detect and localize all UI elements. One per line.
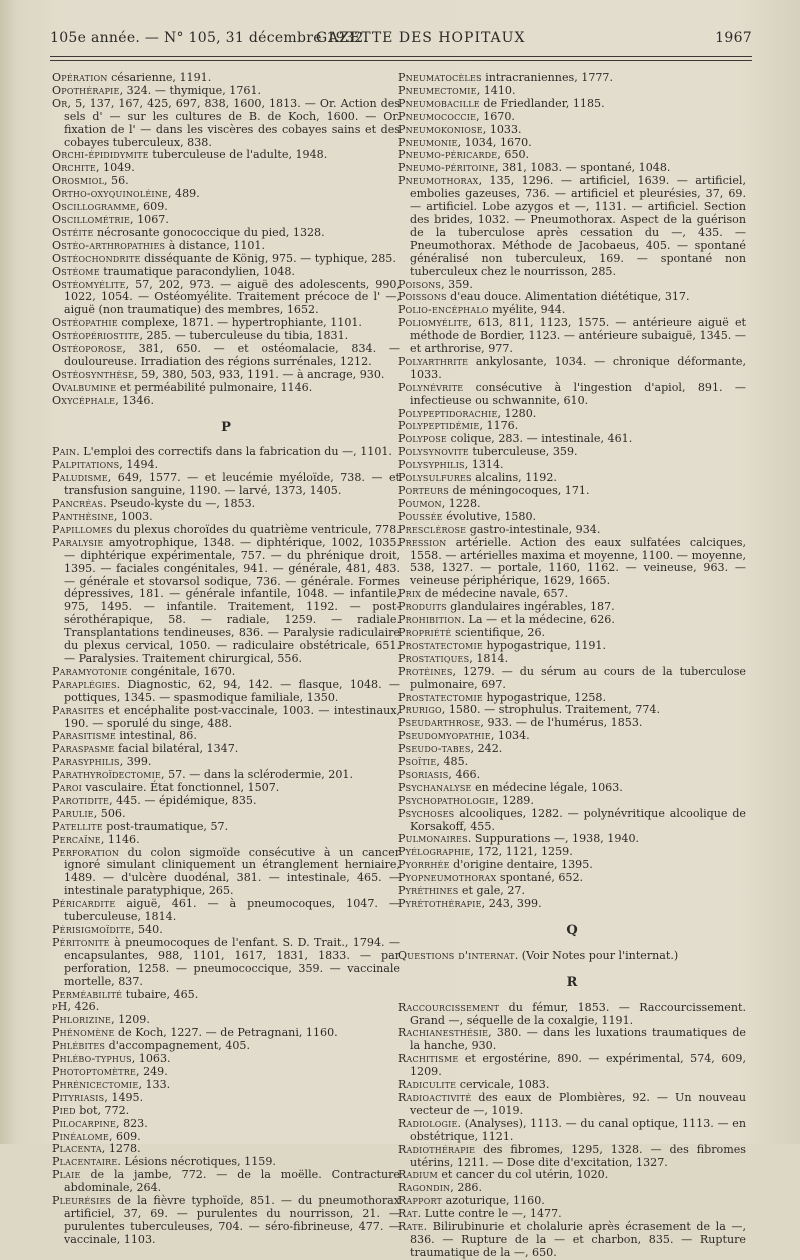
index-term: Phlébites bbox=[52, 1039, 106, 1053]
index-term: Opération bbox=[52, 71, 108, 84]
index-references: , 540. bbox=[130, 923, 163, 936]
index-term: Pityriasis bbox=[52, 1090, 105, 1104]
index-references: intestinal, 86. bbox=[115, 729, 197, 743]
index-term: Paraspasme bbox=[52, 742, 115, 756]
index-references: , 823. bbox=[116, 1116, 148, 1130]
index-references: post-traumatique, 57. bbox=[102, 819, 229, 833]
index-references: vasculaire. État fonctionnel, 1507. bbox=[81, 781, 280, 795]
index-references: bot, 772. bbox=[75, 1103, 130, 1117]
index-term: Oscillométrie bbox=[52, 212, 131, 226]
index-term: Poisons bbox=[398, 277, 442, 291]
index-term: Prix bbox=[398, 587, 422, 601]
index-references: ankylosante, 1034. — chronique déformante, 1033. bbox=[410, 354, 746, 381]
index-term: Parathyroïdectomie bbox=[52, 768, 162, 782]
index-references: , 1278. bbox=[101, 1142, 141, 1156]
index-term: Polypose bbox=[398, 432, 447, 446]
index-entry bbox=[52, 847, 400, 899]
index-term: Papillomes bbox=[52, 522, 113, 536]
index-references: tuberculeuse, 359. bbox=[468, 445, 578, 459]
index-references: , 1580. — strophulus. Traitement, 774. bbox=[441, 703, 661, 717]
index-references: , 57, 202, 973. — aiguë des adolescents, 990, 1022, 1054. — Ostéomyélite. Traitement précoce de l' —, aiguë (non traumatique) des membres, 1652. bbox=[64, 277, 400, 317]
index-references: , 1280. bbox=[497, 406, 537, 420]
index-term: Polyarthrite bbox=[398, 354, 469, 368]
index-references: , 609. bbox=[136, 200, 168, 214]
index-term: Pilocarpine bbox=[52, 1116, 117, 1130]
index-term: Paramyotonie bbox=[52, 664, 128, 678]
index-references: , 426. bbox=[67, 1000, 100, 1014]
index-term: Psychoses bbox=[398, 806, 455, 820]
index-entry bbox=[398, 1053, 746, 1079]
index-entry bbox=[52, 395, 400, 408]
index-term: Porteurs bbox=[398, 484, 449, 497]
index-term: Poussée bbox=[398, 509, 443, 523]
index-references: . Lésions nécrotiques, 1159. bbox=[117, 1155, 276, 1169]
index-term: Placenta bbox=[52, 1142, 102, 1156]
index-term: Pain bbox=[52, 445, 77, 459]
index-term: Patellite bbox=[52, 819, 103, 833]
index-references: tubaire, 465. bbox=[122, 987, 199, 1001]
index-term: Poissons bbox=[398, 290, 447, 304]
index-references: consécutive à l'ingestion d'apiol, 891. — infectieuse ou schwannite, 610. bbox=[410, 380, 746, 407]
index-term: Parotidite bbox=[52, 793, 110, 807]
index-references: . Suppurations —, 1938, 1940. bbox=[467, 832, 640, 846]
index-references: de la jambe, 772. — de la moëlle. Contracture abdominale, 264. bbox=[64, 1168, 400, 1195]
index-references: traumatique paracondylien, 1048. bbox=[99, 264, 295, 278]
index-term: Phlorizine bbox=[52, 1013, 112, 1027]
index-references: colique, 283. — intestinale, 461. bbox=[446, 432, 633, 446]
index-references: , 1670. bbox=[476, 109, 515, 123]
index-references: , 56. bbox=[103, 174, 129, 188]
index-references: , 1146. bbox=[100, 832, 140, 846]
index-term: Pseudarthrose bbox=[398, 716, 481, 730]
index-references: cervicale, 1083. bbox=[456, 1078, 550, 1092]
index-term: Pneumectomie bbox=[398, 83, 477, 97]
index-references: , 59, 380, 503, 933, 1191. — à ancrage, 930. bbox=[134, 367, 385, 381]
index-references: , 1410. bbox=[476, 83, 516, 97]
index-references: . L'emploi des correctifs dans la fabrication du —, 1101. bbox=[76, 445, 392, 459]
index-term: Pneumothorax bbox=[398, 174, 479, 188]
index-references: . Pseudo-kyste du —, 1853. bbox=[103, 497, 256, 511]
index-entry bbox=[52, 898, 400, 924]
index-term: Paraplégies bbox=[52, 677, 117, 691]
section-letter: Q bbox=[566, 922, 578, 938]
index-term: Polypeptidorachie bbox=[398, 406, 498, 420]
index-term: Rat bbox=[398, 1207, 418, 1221]
index-references: du colon sigmoïde consécutive à un cancer ignoré simulant cliniquement un étranglement herniaire, 1489. — d'ulcère duodénal, 381. — intestinale, 465. — intestinale paratyphique, 265. bbox=[64, 845, 400, 898]
index-term: Pancréas bbox=[52, 497, 104, 511]
index-references: alcooliques, 1282. — polynévritique alcoolique de Korsakoff, 455. bbox=[410, 806, 746, 833]
index-term: Psychopathologie bbox=[398, 793, 496, 807]
index-references: , 609. bbox=[108, 1129, 141, 1143]
index-term: Oscillogramme bbox=[52, 200, 137, 214]
index-entry bbox=[52, 343, 400, 369]
index-entry bbox=[398, 537, 746, 589]
index-term: Rate bbox=[398, 1220, 424, 1234]
index-entry bbox=[398, 175, 746, 278]
index-references: de Friedlander, 1185. bbox=[479, 96, 605, 110]
index-entry bbox=[398, 666, 746, 692]
index-entry bbox=[52, 279, 400, 318]
index-references: de la fièvre typhoïde, 851. — du pneumothorax artificiel, 37, 69. — purulentes du nourrisson, 21. — purulentes tuberculeuses, 704. — séro-fibrineuse, 477. — vaccinale, 1103. bbox=[64, 1194, 400, 1246]
index-references: , 649, 1577. — et leucémie myéloïde, 738. — et transfusion sanguine, 1190. — larvé, 1373, 1405. bbox=[64, 471, 400, 498]
index-term: Prostatectomie bbox=[398, 690, 483, 704]
index-references: , 1034, 1670. bbox=[457, 135, 532, 149]
index-term: Placentaire bbox=[52, 1155, 118, 1169]
section-letter: R bbox=[566, 974, 578, 990]
index-term: Ostéopériostite bbox=[52, 329, 140, 343]
index-term: Pseudo-tabes bbox=[398, 742, 471, 756]
index-term: Parasites bbox=[52, 703, 105, 717]
index-references: , 1228. bbox=[441, 496, 481, 510]
index-references: d'accompagnement, 405. bbox=[105, 1039, 250, 1053]
index-references: , 57. — dans la sclérodermie, 201. bbox=[161, 768, 353, 782]
index-term: Ostéosynthèse bbox=[52, 367, 135, 381]
index-references: des eaux de Plombières, 92. — Un nouveau vecteur de —, 1019. bbox=[410, 1090, 746, 1117]
index-term: Pneumo-péricarde bbox=[398, 148, 498, 162]
index-term: Ostéome bbox=[52, 264, 100, 278]
index-term: Photoptomètre bbox=[52, 1064, 137, 1078]
index-references: , 613, 811, 1123, 1575. — antérieure aiguë et méthode de Bordier, 1123. — antérieure subaiguë, 1345. — et arthrorise, 977. bbox=[410, 316, 746, 356]
index-references: azoturique, 1160. bbox=[442, 1194, 545, 1208]
index-term: Ortho-oxyquinoléine bbox=[52, 187, 168, 201]
index-term: Rachitisme bbox=[398, 1052, 459, 1066]
index-references: et cancer du col utérin, 1020. bbox=[437, 1168, 609, 1182]
index-references: , 489. bbox=[167, 187, 200, 201]
index-references: intracraniennes, 1777. bbox=[481, 71, 614, 84]
index-term: Pulmonaires bbox=[398, 832, 468, 846]
index-term: Radiothérapie bbox=[398, 1142, 476, 1156]
index-references: de Koch, 1227. — de Petragnani, 1160. bbox=[114, 1026, 338, 1040]
index-term: Phénomène bbox=[52, 1026, 115, 1040]
index-entry bbox=[398, 1092, 746, 1118]
index-entry bbox=[398, 356, 746, 382]
index-term: Pyorrhée bbox=[398, 858, 450, 872]
index-references: du plexus choroïdes du quatrième ventricule, 778. bbox=[112, 522, 400, 536]
index-term: Radiculite bbox=[398, 1078, 457, 1092]
index-references: , 243, 399. bbox=[481, 897, 542, 910]
index-term: Péricardite bbox=[52, 897, 116, 911]
index-entry bbox=[52, 705, 400, 731]
index-term: Poliomyélite bbox=[398, 316, 469, 330]
index-column-right bbox=[398, 72, 746, 1260]
index-term: Pneumococcie bbox=[398, 109, 477, 123]
index-term: Paroi bbox=[52, 781, 82, 795]
index-term: Ostéochondrite bbox=[52, 251, 141, 265]
index-term: Opothérapie bbox=[52, 83, 120, 97]
index-references: , 1003. bbox=[113, 510, 153, 523]
index-references: spontané, 652. bbox=[496, 871, 584, 885]
index-references: . (Voir Notes pour l'internat.) bbox=[514, 948, 679, 962]
index-references: , 445. — épidémique, 835. bbox=[109, 793, 257, 807]
index-entry bbox=[52, 1195, 400, 1247]
index-references: . Lutte contre le —, 1477. bbox=[417, 1207, 562, 1221]
index-references: à pneumocoques de l'enfant. S. D. Trait., 1794. — encapsulantes, 988, 1101, 1617, 1831, 1833. — par perforation, 1258. — pneumococcique, 359. — vaccinale mortelle, 837. bbox=[64, 935, 400, 988]
index-term: Palpitations bbox=[52, 458, 120, 472]
index-references: , 1495. bbox=[104, 1090, 144, 1104]
index-term: Prurigo bbox=[398, 703, 442, 717]
index-term: Orchi-épididymite bbox=[52, 148, 149, 162]
index-term: Pression bbox=[398, 535, 447, 549]
index-references: amyotrophique, 1348. — diphtérique, 1002, 1035. — diphtérique expérimentale, 757. — du phrénique droit, 1395. — faciales congénitales, 941. — générale, 481, 483. — générale et stovarsol sodique, 736. — générale. Formes dépressives, 181. — générale infantile, 1048. — infantile, 975, 1495. — infantile. Traitement, 1192. — post-sérothérapique, 58. — radiale, 1259. — radiale. Transplantations tendineuses, 836. — Paralysie radiculaire du plexus cervical, 1050. — radiculaire obstétricale, 651. — Paralysies. Traitement chirurgical, 556. bbox=[64, 535, 400, 665]
index-entry bbox=[52, 537, 400, 666]
index-references: , 1049. bbox=[95, 161, 135, 175]
index-term: Prostatiques bbox=[398, 651, 470, 665]
index-entry bbox=[398, 950, 746, 963]
index-term: Parulie bbox=[52, 806, 94, 820]
index-term: Pneumo-péritoine bbox=[398, 161, 496, 175]
index-references: , 1494. bbox=[119, 458, 159, 472]
index-entry bbox=[398, 382, 746, 408]
index-references: en médecine légale, 1063. bbox=[471, 780, 623, 794]
index-term: Psoïtie bbox=[398, 755, 437, 769]
index-term: Parasyphilis bbox=[52, 755, 120, 769]
index-references: , 1209. bbox=[111, 1013, 150, 1027]
index-term: Péritonite bbox=[52, 935, 110, 949]
index-references: , 285. — tuberculeuse du tibia, 1831. bbox=[139, 329, 349, 343]
index-references: et encéphalite post-vaccinale, 1003. — intestinaux, 190. — sporulé du singe, 488. bbox=[64, 703, 400, 730]
section-letter: P bbox=[221, 419, 231, 435]
index-entry bbox=[52, 937, 400, 989]
index-term: Ostéo-arthropathies bbox=[52, 238, 166, 252]
index-references: , 242. bbox=[470, 742, 503, 756]
index-term: Rapport bbox=[398, 1194, 443, 1208]
index-term: Radiologie bbox=[398, 1116, 458, 1130]
index-references: scientifique, 26. bbox=[451, 625, 546, 639]
index-references: disséquante de König, 975. — typhique, 285. bbox=[140, 251, 396, 265]
index-references: , 249. bbox=[136, 1064, 168, 1078]
index-references: , 933. — de l'humérus, 1853. bbox=[480, 716, 643, 730]
index-term: Plaie bbox=[52, 1168, 81, 1182]
index-term: Pied bbox=[52, 1103, 76, 1117]
index-references: , 1314. bbox=[464, 458, 504, 472]
index-term: Pyélographie bbox=[398, 845, 471, 859]
index-references: congénitale, 1670. bbox=[127, 664, 236, 678]
index-references: glandulaires ingérables, 187. bbox=[446, 600, 615, 614]
index-references: de médecine navale, 657. bbox=[421, 587, 569, 601]
index-term: Ostéite bbox=[52, 225, 94, 239]
index-references: , 381, 1083. — spontané, 1048. bbox=[495, 161, 671, 175]
index-term: Raccourcissement bbox=[398, 1000, 500, 1014]
header-rule bbox=[50, 56, 752, 61]
index-entry bbox=[398, 1027, 746, 1053]
index-references: . Bilirubinurie et cholalurie après écrasement de la —, 836. — Rupture de la — et charbon, 835. — Rupture traumatique de la —, 650. bbox=[410, 1220, 746, 1259]
index-references: et ergostérine, 890. — expérimental, 574, 609, 1209. bbox=[410, 1052, 746, 1079]
index-term: Paralysie bbox=[52, 535, 104, 549]
index-term: Ragondin bbox=[398, 1181, 451, 1195]
index-references: , 1067. bbox=[130, 212, 169, 226]
index-references: césarienne, 1191. bbox=[107, 71, 212, 84]
index-term: Pseudomyopathie bbox=[398, 729, 491, 743]
index-references: , 324. — thymique, 1761. bbox=[119, 83, 262, 97]
index-references: de méningocoques, 171. bbox=[448, 484, 590, 497]
index-term: Polysyphilis bbox=[398, 458, 465, 472]
index-term: Pyréthines bbox=[398, 884, 459, 898]
index-term: Presclérose bbox=[398, 522, 467, 536]
index-term: Ovalbumine bbox=[52, 380, 117, 394]
index-references: , 381, 650. — et ostéomalacie, 834. — douloureuse. Irradiation des régions surrénales, 1212. bbox=[64, 342, 400, 368]
index-term: Questions d'internat bbox=[398, 948, 515, 962]
index-references: complexe, 1871. — hypertrophiante, 1101. bbox=[117, 316, 362, 330]
index-references: tuberculeuse de l'adulte, 1948. bbox=[148, 148, 328, 162]
index-references: myélite, 944. bbox=[488, 303, 566, 317]
index-term: Or bbox=[52, 96, 68, 110]
index-term: Ostéomyélite bbox=[52, 277, 126, 291]
index-term: Phlébo-typhus bbox=[52, 1052, 132, 1066]
index-term: Pneumatocèles bbox=[398, 71, 482, 84]
index-references: , 650. bbox=[497, 148, 530, 162]
index-references: et perméabilité pulmonaire, 1146. bbox=[116, 380, 313, 394]
index-references: du fémur, 1853. — Raccourcissement. Grand —, séquelle de la coxalgie, 1191. bbox=[410, 1000, 746, 1027]
index-term: Pleurésies bbox=[52, 1194, 112, 1208]
issue-info: 105e année. — N° 105, 31 décembre 1932. bbox=[50, 30, 369, 46]
index-entry bbox=[398, 898, 746, 911]
index-term: Prostatectomie bbox=[398, 638, 483, 652]
index-references: , 1814. bbox=[469, 651, 509, 665]
index-term: Perforation bbox=[52, 845, 120, 859]
index-references: d'origine dentaire, 1395. bbox=[449, 858, 593, 872]
index-references: alcalins, 1192. bbox=[471, 471, 557, 485]
index-term: Percaïne bbox=[52, 832, 101, 846]
index-entry bbox=[52, 679, 400, 705]
index-term: Parasitisme bbox=[52, 729, 116, 743]
index-references: , 485. bbox=[436, 755, 469, 769]
index-references: hypogastrique, 1191. bbox=[482, 638, 607, 652]
index-references: . Diagnostic, 62, 94, 142. — flasque, 1048. — pottiques, 1345. — spasmodique familiale, 1350. bbox=[64, 677, 400, 704]
index-references: , 1289. bbox=[495, 793, 534, 807]
index-entry bbox=[398, 1144, 746, 1170]
index-term: Phrénicectomie bbox=[52, 1077, 139, 1091]
index-references: , 380. — dans les luxations traumatiques de la hanche, 930. bbox=[410, 1026, 746, 1053]
index-references: , 5, 137, 167, 425, 697, 838, 1600, 1813. — Or. Action des sels d' — sur les cultures de B. de Koch, 1600. — Or. fixation de l' — dans les viscères des cobayes sains et des cobayes tuberculeux, 838. bbox=[64, 96, 400, 149]
index-references: , 1063. bbox=[131, 1052, 171, 1066]
index-references: , 133. bbox=[138, 1077, 171, 1091]
index-references: à distance, 1101. bbox=[165, 238, 266, 252]
index-entry bbox=[52, 98, 400, 150]
index-term: Pneumonie bbox=[398, 135, 458, 149]
index-references: facial bilatéral, 1347. bbox=[114, 742, 239, 756]
index-term: Pneumobacille bbox=[398, 96, 480, 110]
index-references: , 466. bbox=[448, 767, 481, 781]
index-references: , 135, 1296. — artificiel, 1639. — artificiel, embolies gazeuses, 736. — artificiel et pleurésies, 37, 69. — artificiel. Lobe azygos et —, 1131. — artificiel. Section des brides, 1032. — Pneumothorax. Aspect de la guérison de la tuberculose après cessation du —, 435. — Pneumothorax. Méthode de Jacobaeus, 405. — spontané généralisé non tuberculeux, 169. — spontané non tuberculeux chez le nourrisson, 285. bbox=[410, 174, 746, 278]
index-term: Polio-encéphalo bbox=[398, 303, 489, 317]
index-term: Polysulfures bbox=[398, 471, 472, 485]
index-references: , 359. bbox=[441, 277, 473, 291]
index-references: des fibromes, 1295, 1328. — des fibromes utérins, 1211. — Dose dite d'excitation, 1327. bbox=[410, 1142, 746, 1169]
index-references: , 1346. bbox=[115, 393, 154, 407]
index-term: Psoriasis bbox=[398, 767, 449, 781]
index-term: Paludisme bbox=[52, 471, 108, 485]
index-term: Panthésine bbox=[52, 510, 114, 523]
index-term: Orchite bbox=[52, 161, 96, 175]
index-references: , 1033. bbox=[482, 122, 522, 136]
index-references: , 1279. — du sérum au cours de la tuberculose pulmonaire, 697. bbox=[410, 664, 746, 691]
index-references: . La — et la médecine, 626. bbox=[461, 613, 615, 627]
index-references: . (Analyses), 1113. — du canal optique, 1113. — en obstétrique, 1121. bbox=[410, 1116, 746, 1143]
index-term: Rachianesthésie bbox=[398, 1026, 489, 1040]
index-term: Orosmiol bbox=[52, 174, 104, 188]
index-term: Périsigmoïdite bbox=[52, 923, 131, 936]
index-term: Poumon bbox=[398, 496, 442, 510]
index-entry bbox=[398, 1118, 746, 1144]
page-number: 1967 bbox=[715, 30, 752, 46]
index-references: , 399. bbox=[119, 755, 152, 769]
index-entry bbox=[52, 1169, 400, 1195]
index-term: Propriété bbox=[398, 625, 452, 639]
index-references: évolutive, 1580. bbox=[442, 509, 537, 523]
index-term: Pinéalome bbox=[52, 1129, 109, 1143]
index-term: Polysynovite bbox=[398, 445, 469, 459]
index-references: , 1034. bbox=[490, 729, 530, 743]
index-references: , 1176. bbox=[479, 419, 519, 433]
index-entry bbox=[398, 1002, 746, 1028]
index-references: hypogastrique, 1258. bbox=[482, 690, 607, 704]
index-term: Polynévrite bbox=[398, 380, 464, 394]
index-term: Radioactivité bbox=[398, 1090, 472, 1104]
index-term: Ostéopathie bbox=[52, 316, 118, 330]
index-term: Psychanalyse bbox=[398, 780, 472, 794]
index-references: gastro-intestinale, 934. bbox=[466, 522, 601, 536]
index-term: Radium bbox=[398, 1168, 438, 1182]
index-references: , 172, 1121, 1259. bbox=[470, 845, 573, 859]
index-references: , 506. bbox=[93, 806, 126, 820]
index-entry bbox=[52, 989, 400, 1002]
index-term: Protéines bbox=[398, 664, 453, 678]
index-entry bbox=[398, 317, 746, 356]
index-references: artérielle. Action des eaux sulfatées calciques, 1558. — artérielles maxima et moyenne, 1100. — moyenne, 538, 1327. — portale, 1160, 1162. — veineuse, 963. — veineuse périphérique, 1629, 1665. bbox=[410, 535, 746, 588]
index-term: Pneumokoniose bbox=[398, 122, 483, 136]
index-term: pH bbox=[52, 1000, 68, 1014]
index-entry bbox=[52, 472, 400, 498]
journal-title: GAZETTE DES HOPITAUX bbox=[316, 30, 526, 46]
index-references: et gale, 27. bbox=[458, 884, 526, 898]
index-references: , 286. bbox=[450, 1181, 483, 1195]
index-term: Oxycéphale bbox=[52, 393, 116, 407]
index-term: Pyopneumothorax bbox=[398, 871, 497, 885]
index-entry bbox=[398, 808, 746, 834]
index-entry bbox=[398, 1221, 746, 1260]
index-term: Perméabilité bbox=[52, 987, 123, 1001]
index-term: Pyrétothérapie bbox=[398, 897, 482, 910]
index-term: Produits bbox=[398, 600, 447, 614]
index-term: Prohibition bbox=[398, 613, 462, 627]
index-term: Polypeptidémie bbox=[398, 419, 480, 433]
index-term: Ostéoporose bbox=[52, 342, 123, 356]
index-references: nécrosante gonococcique du pied, 1328. bbox=[93, 225, 325, 239]
index-references: aiguë, 461. — à pneumocoques, 1047. — tuberculeuse, 1814. bbox=[64, 897, 400, 924]
index-column-left bbox=[52, 72, 400, 1247]
index-references: d'eau douce. Alimentation diététique, 317. bbox=[446, 290, 690, 304]
page-header bbox=[50, 30, 752, 52]
